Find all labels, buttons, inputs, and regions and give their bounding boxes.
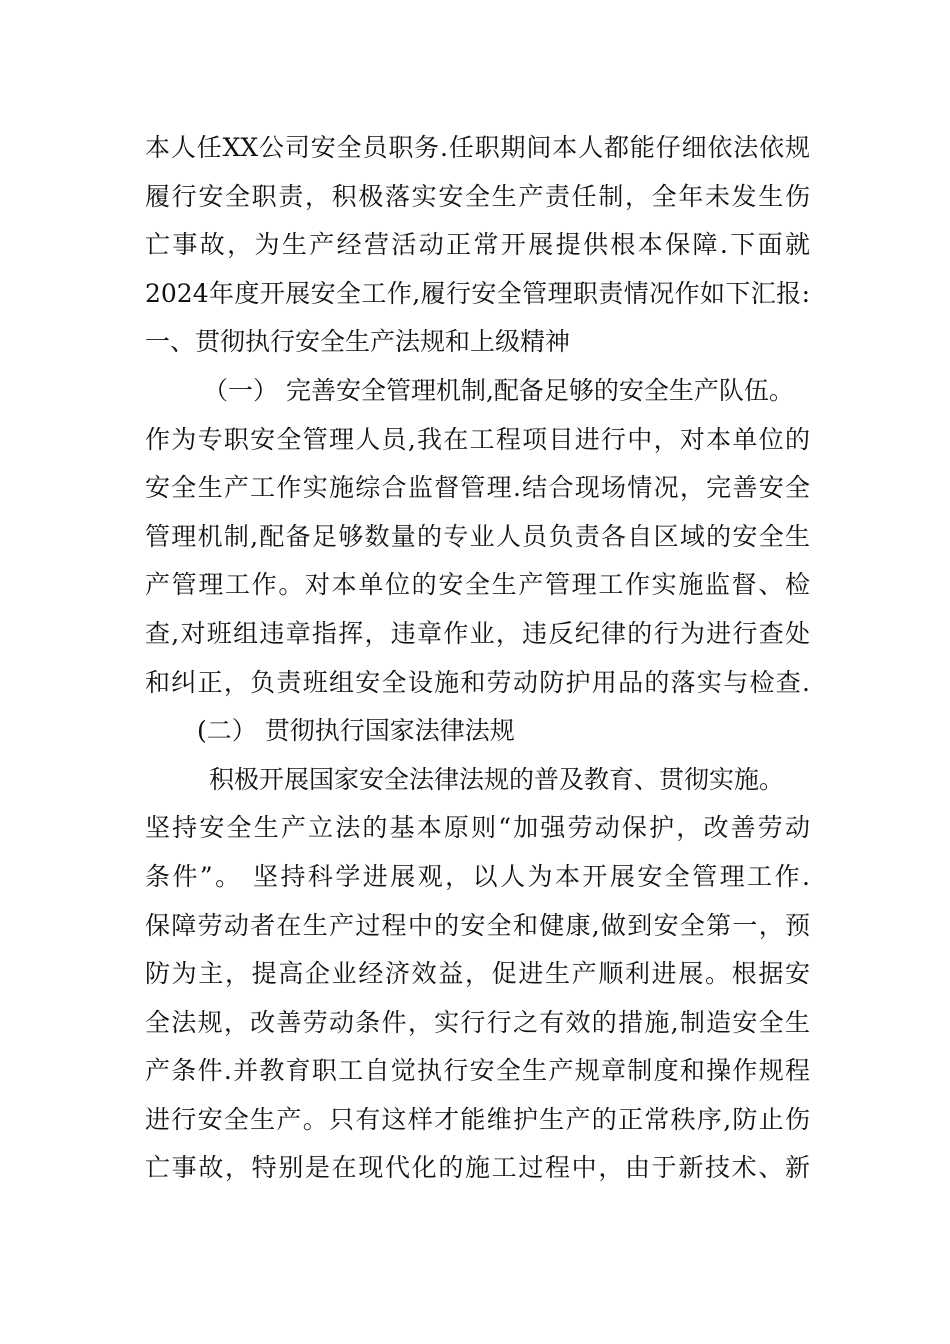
text-line: 安全生产工作实施综合监督管理.结合现场情况，完善安全 [145, 473, 810, 503]
text-line: 全法规，改善劳动条件，实行行之有效的措施,制造安全生 [145, 1007, 810, 1037]
text-line: 作为专职安全管理人员,我在工程项目进行中，对本单位的 [145, 424, 810, 454]
text-line: （一） 完善安全管理机制,配备足够的安全生产队伍。 [203, 375, 794, 405]
document-body [145, 124, 810, 1193]
text-line: 亡事故，为生产经营活动正常开展提供根本保障.下面就 [145, 230, 810, 260]
text-line: 产条件.并教育职工自觉执行安全生产规章制度和操作规程 [145, 1056, 810, 1086]
text-line: 保障劳动者在生产过程中的安全和健康,做到安全第一，预 [145, 910, 810, 940]
text-line: 查,对班组违章指挥，违章作业，违反纪律的行为进行查处 [145, 618, 810, 648]
text-line: 积极开展国家安全法律法规的普及教育、贯彻实施。 [209, 764, 785, 794]
text-line: 亡事故，特别是在现代化的施工过程中，由于新技术、新 [145, 1153, 810, 1183]
text-line: (二） 贯彻执行国家法律法规 [197, 716, 515, 746]
text-line: 进行安全生产。只有这样才能维护生产的正常秩序,防止伤 [145, 1104, 810, 1134]
text-line: 本人任XX公司安全员职务.任职期间本人都能仔细依法依规 [145, 133, 810, 162]
text-line: 条件”。 坚持科学进展观，以人为本开展安全管理工作. [145, 861, 810, 891]
text-line: 履行安全职责，积极落实安全生产责任制，全年未发生伤 [145, 181, 810, 211]
text-line: 一、贯彻执行安全生产法规和上级精神 [145, 327, 571, 357]
text-line: 和纠正，负责班组安全设施和劳动防护用品的落实与检查. [145, 667, 810, 697]
text-line: 防为主，提高企业经济效益，促进生产顺利进展。根据安 [145, 959, 810, 989]
text-line: 产管理工作。对本单位的安全生产管理工作实施监督、检 [145, 570, 810, 600]
text-line: 管理机制,配备足够数量的专业人员负责各自区域的安全生 [145, 521, 810, 551]
text-line: 坚持安全生产立法的基本原则“加强劳动保护，改善劳动 [145, 813, 810, 843]
text-line: 2024年度开展安全工作,履行安全管理职责情况作如下汇报: [145, 278, 810, 308]
